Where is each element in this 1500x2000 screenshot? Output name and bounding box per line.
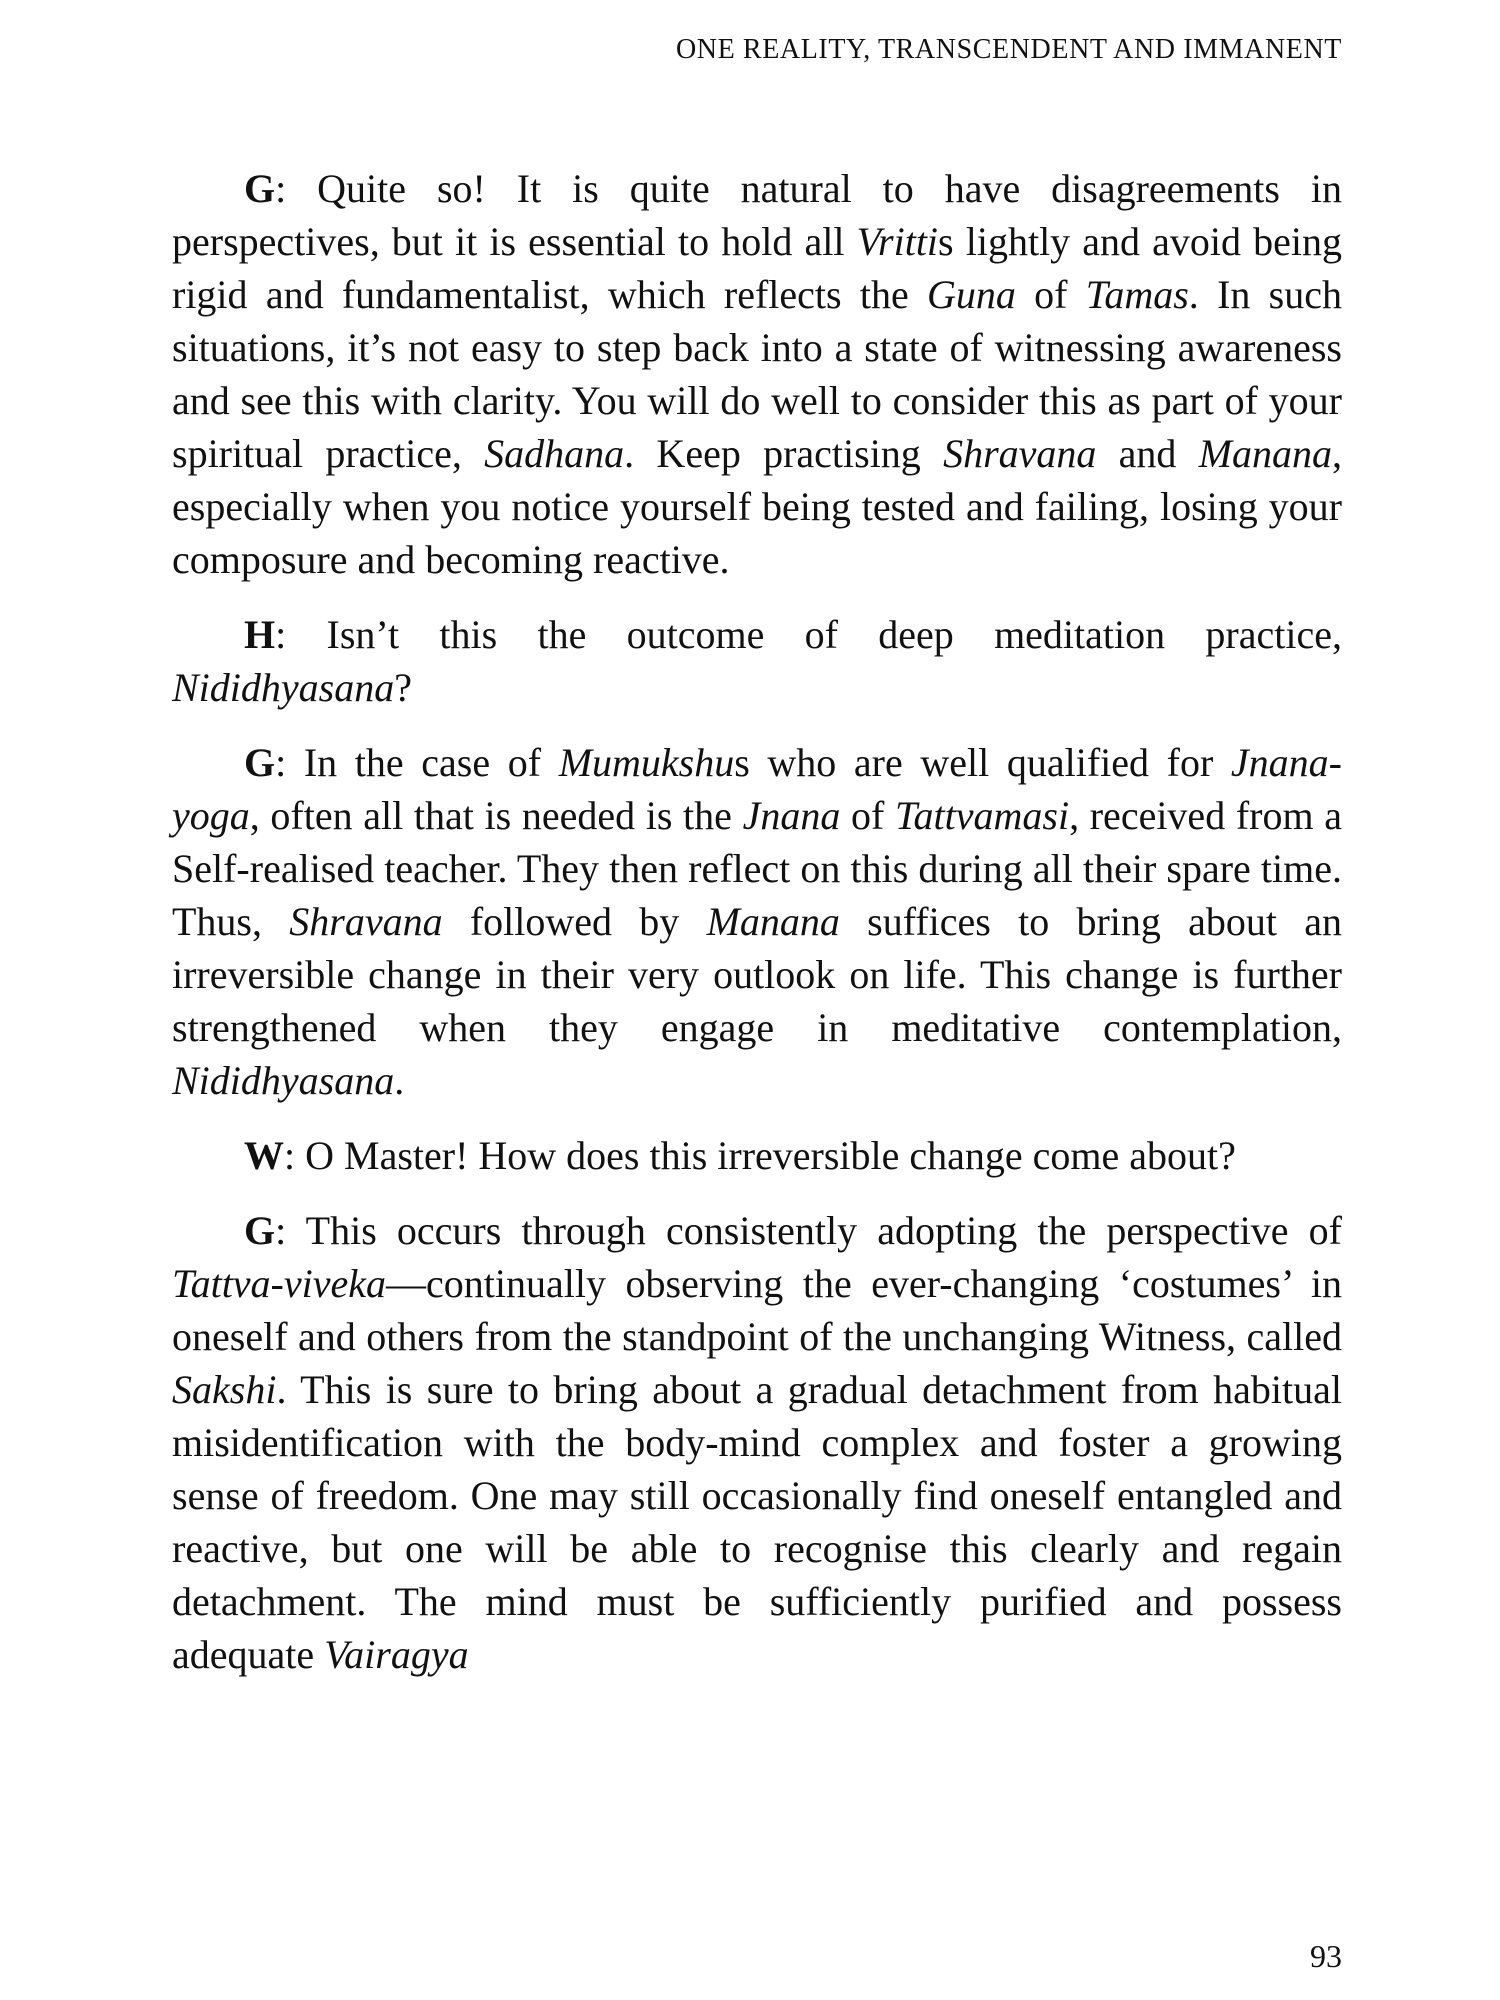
text-run: of [840,793,895,838]
term: Sadhana [484,431,625,476]
term: Manana [706,899,840,944]
text-run: : O Master! How does this irreversible change come about? [284,1133,1236,1178]
speaker-label: G [244,1208,276,1253]
text-run: : Quite so! It is quite natural to have disagreements in perspectives, but it is essential to hold all [172,166,1342,264]
text-run: . Keep practising [624,431,944,476]
text-run: : This occurs through consistently adopting the perspective of [275,1208,1342,1253]
body-text [172,162,1342,1703]
term: Tamas [1085,272,1189,317]
text-run: suffices to bring about an irreversible change in their very outlook on life. This change is further strengthened when they engage in meditative contemplation, [172,899,1343,1050]
text-run: . [394,1058,405,1103]
paragraph-3 [172,736,1342,1107]
text-run: . This is sure to bring about a gradual detachment from habitual misidentification with the body-mind complex and foster a growing sense of freedom. One may still occasionally find oneself entangled and reactive, but one will be able to recognise this clearly and regain detachment. The mind must be sufficiently purified and possess adequate [172,1367,1342,1677]
text-run: : In the case of [275,740,559,785]
term: Tattva-viveka [172,1261,387,1306]
text-run: and [1096,431,1199,476]
speaker-label: H [244,612,276,657]
text-run: , especially when you notice yourself being tested and failing, losing your composure and becoming reactive. [172,431,1342,582]
term: Vritti [856,219,939,264]
text-run: , received from a Self-realised teacher. They then reflect on this during all their spare time. Thus, [172,793,1342,944]
term: Guna [927,272,1016,317]
term: Mumukshu [558,740,735,785]
text-run: : Isn’t this the outcome of deep meditation practice, [275,612,1342,657]
term: Tattvamasi [894,793,1070,838]
text-run: ? [394,665,412,710]
running-head: ONE REALITY, TRANSCENDENT AND IMMANENT [675,34,1342,65]
text-run: s lightly and avoid being rigid and fundamentalist, which reflects the [172,219,1343,317]
term: Vairagya [324,1632,469,1677]
text-run: of [1015,272,1086,317]
term: Jnana-yoga [172,740,1342,838]
term: Jnana [742,793,841,838]
page-number: 93 [1310,1938,1342,1974]
speaker-label: G [244,166,276,211]
text-run: . In such situations, it’s not easy to step back into a state of witnessing awareness and see this with clarity. You will do well to consider this as part of your spiritual practice, [172,272,1342,476]
term: Nididhyasana [172,1058,395,1103]
paragraph-2 [172,608,1342,714]
paragraph-5 [172,1204,1342,1681]
text-run: followed by [442,899,707,944]
text-run: s who are well qualified for [734,740,1231,785]
term: Sakshi [172,1367,277,1412]
paragraph-1 [172,162,1342,586]
term: Manana [1198,431,1332,476]
speaker-label: G [244,740,276,785]
speaker-label: W [244,1133,284,1178]
text-run: —continually observing the ever-changing ‘costumes’ in oneself and others from the standpoint of the unchanging Witness, called [172,1261,1342,1359]
term: Nididhyasana [172,665,395,710]
paragraph-4 [172,1129,1342,1182]
text-run: , often all that is needed is the [249,793,743,838]
term: Shravana [289,899,443,944]
term: Shravana [943,431,1097,476]
